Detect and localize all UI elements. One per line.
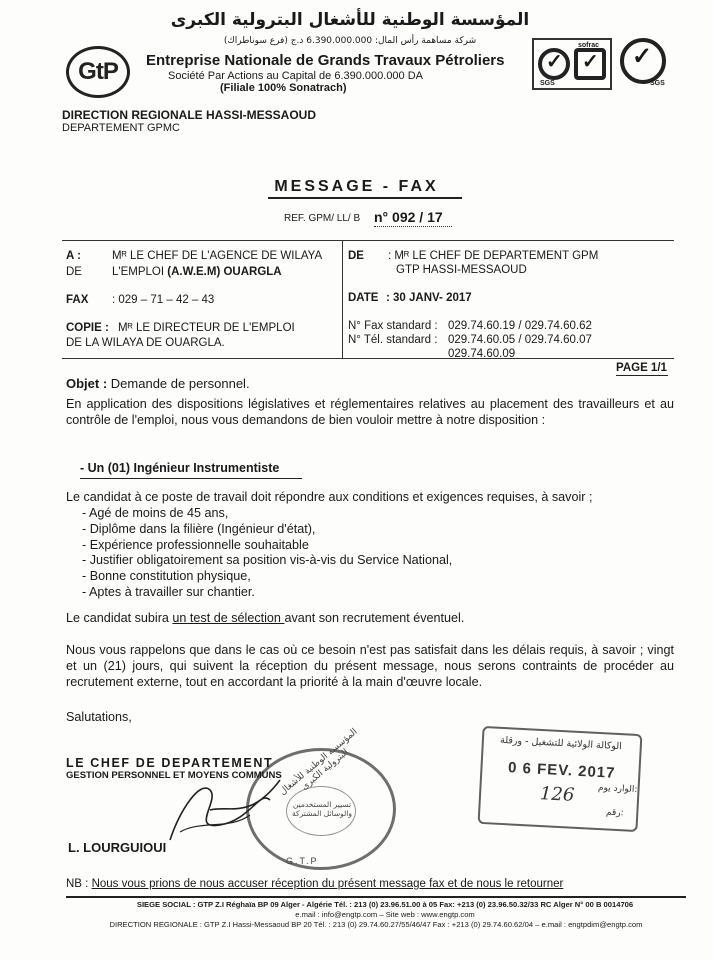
objet	[66, 376, 250, 391]
footer-siege: SIEGE SOCIAL : GTP Z.I Réghaïa BP 09 Alger - Algérie Tél. : 213 (0) 23.96.51.00 à 05 Fax: +213 (0) 23.96.50.32/33 RC Alger N° 00 B 0014706	[136, 900, 634, 909]
test-before: Le candidat subira	[66, 611, 173, 625]
reference-label: REF. GPM/ LL/ B	[284, 213, 361, 224]
cert-label-sgs-2: SGS	[650, 80, 665, 87]
handwritten-signature	[150, 770, 290, 850]
check-seal-icon	[574, 48, 606, 80]
check-seal-icon	[538, 48, 570, 80]
fax-label: FAX	[66, 294, 89, 306]
tel-standard-label: N° Tél. standard :	[348, 334, 438, 346]
test-underlined: un test de sélection	[172, 611, 285, 625]
signatory-name: L. LOURGUIOUI	[68, 840, 167, 855]
certification-sgs-logo	[620, 38, 666, 84]
date-value: : 30 JANV- 2017	[386, 292, 472, 304]
fax-standard-label: N° Fax standard :	[348, 320, 438, 332]
received-stamp-date-label: الوارد يوم:	[597, 782, 638, 796]
copie-line1: Mᴿ LE DIRECTEUR DE L'EMPLOI	[118, 322, 295, 334]
arabic-capital: شركة مساهمة رأس المال: 6.390.000.000 د.ج (فرع سوناطراك)	[223, 36, 477, 46]
round-stamp-gtp: G.T.P	[286, 856, 319, 866]
objet-label: Objet :	[66, 376, 108, 391]
footer-contact: e.mail : info@engtp.com – Site web : www.engtp.com	[295, 910, 475, 919]
table-divider	[342, 240, 343, 358]
list-item: - Agé de moins de 45 ans,	[82, 506, 452, 522]
reference-underline	[374, 226, 452, 227]
to-line2	[112, 266, 282, 278]
poste-title: - Un (01) Ingénieur Instrumentiste	[80, 461, 280, 475]
received-stamp-date: 0 6 FEV. 2017	[507, 759, 616, 782]
from-line2: GTP HASSI-MESSAOUD	[396, 264, 527, 276]
poste-underline	[80, 478, 302, 479]
list-item: - Diplôme dans la filière (Ingénieur d'état),	[82, 522, 452, 538]
document-title: MESSAGE - FAX	[274, 178, 439, 195]
round-stamp-inner-text: تسيير المستخدمين والوسائل المشتركة	[292, 800, 352, 818]
fax-value: : 029 – 71 – 42 – 43	[112, 294, 215, 306]
page-number-underline	[616, 375, 668, 376]
direction-regionale: DIRECTION REGIONALE HASSI-MESSAOUD	[62, 108, 317, 122]
page-number: PAGE 1/1	[616, 362, 667, 374]
footer-direction: DIRECTION REGIONALE : GTP Z.I Hassi-Messaoud BP 20 Tél. : 213 (0) 29.74.60.27/55/46/47 Fax : +213 (0) 29.74.60.62/04 – e.mail : engtpdim@engtp.com	[109, 920, 643, 929]
requirements-list	[82, 506, 452, 601]
signatory-title: LE CHEF DE DEPARTEMENT	[66, 756, 274, 770]
table-bottom-border	[62, 358, 674, 359]
received-stamp-num-label: رقم:	[605, 807, 624, 819]
to-line2-prefix: L'EMPLOI	[112, 266, 165, 278]
title-underline	[268, 197, 462, 199]
arabic-company-name: المؤسسة الوطنية للأشغال البترولية الكبرى	[170, 10, 530, 30]
tel-standard-value-2: 029.74.60.09	[448, 348, 516, 360]
objet-text: Demande de personnel.	[110, 376, 250, 391]
test-after: avant son recrutement éventuel.	[284, 611, 465, 625]
tel-standard-value: 029.74.60.05 / 029.74.60.07	[448, 334, 592, 346]
cert-label-sofrac: sofrac	[578, 42, 600, 49]
company-name: Entreprise Nationale de Grands Travaux Pétroliers	[146, 52, 505, 69]
certification-sofrac-logo	[532, 38, 612, 90]
company-filiale: (Filiale 100% Sonatrach)	[220, 82, 347, 94]
cert-label-sgs: SGS	[540, 80, 555, 87]
date-label: DATE	[348, 292, 379, 304]
list-item: - Expérience professionnelle souhaitable	[82, 538, 452, 554]
fax-standard-value: 029.74.60.19 / 029.74.60.62	[448, 320, 592, 332]
nb-text: Nous vous prions de nous accuser réception du présent message fax et de nous le retourner	[91, 878, 564, 890]
gtp-logo: GtP	[66, 46, 130, 98]
round-stamp-arabic: المؤسسة الوطنية للأشغال البترولية الكبرى	[278, 726, 360, 798]
to-line1: Mᴿ LE CHEF DE L'AGENCE DE WILAYA	[112, 250, 323, 262]
copie-label: COPIE :	[66, 322, 109, 334]
to-label: A :	[66, 250, 81, 262]
table-top-border	[62, 240, 674, 241]
nota-bene	[66, 878, 563, 890]
nb-label: NB :	[66, 878, 89, 890]
received-stamp-arabic: الوكالة الولائية للتشغيل - ورقلة	[499, 734, 623, 753]
intro-paragraph: En application des dispositions législatives et réglementaires relatives au placement des travailleurs et au contrôle de l'emploi, nous vous demandons de bien vouloir mettre à notre disposition :	[66, 397, 674, 427]
rappel-paragraph: Nous vous rappelons que dans le cas où ce besoin n'est pas satisfait dans les délais requis, à savoir ; vingt et un (21) jours, qui suivent la réception du présent message, nous serons contraints de procéder au recrutement externe, tout en accordant la priorité à la main d'œuvre locale.	[66, 643, 674, 689]
copie-line2: DE LA WILAYA DE OUARGLA.	[66, 337, 225, 349]
requirements-intro: Le candidat à ce poste de travail doit répondre aux conditions et exigences requises, à savoir ;	[66, 490, 593, 504]
to-line2-agency: (A.W.E.M) OUARGLA	[167, 266, 282, 278]
from-line1: : Mᴿ LE CHEF DE DEPARTEMENT GPM	[388, 250, 599, 262]
list-item: - Bonne constitution physique,	[82, 569, 452, 585]
to-de-label: DE	[66, 266, 82, 278]
signatory-subtitle: GESTION PERSONNEL ET MOYENS COMMUNS	[66, 770, 282, 781]
received-stamp-number: 126	[539, 783, 575, 806]
list-item: - Aptes à travailler sur chantier.	[82, 585, 452, 601]
test-sentence	[66, 611, 464, 625]
salutations: Salutations,	[66, 710, 132, 724]
department: DEPARTEMENT GPMC	[62, 122, 180, 134]
list-item: - Justifier obligatoirement sa position vis-à-vis du Service National,	[82, 553, 452, 569]
from-label: DE	[348, 250, 364, 262]
footer-divider	[66, 896, 686, 898]
company-capital: Société Par Actions au Capital de 6.390.000.000 DA	[168, 70, 424, 82]
reference-number: n° 092 / 17	[374, 209, 443, 225]
